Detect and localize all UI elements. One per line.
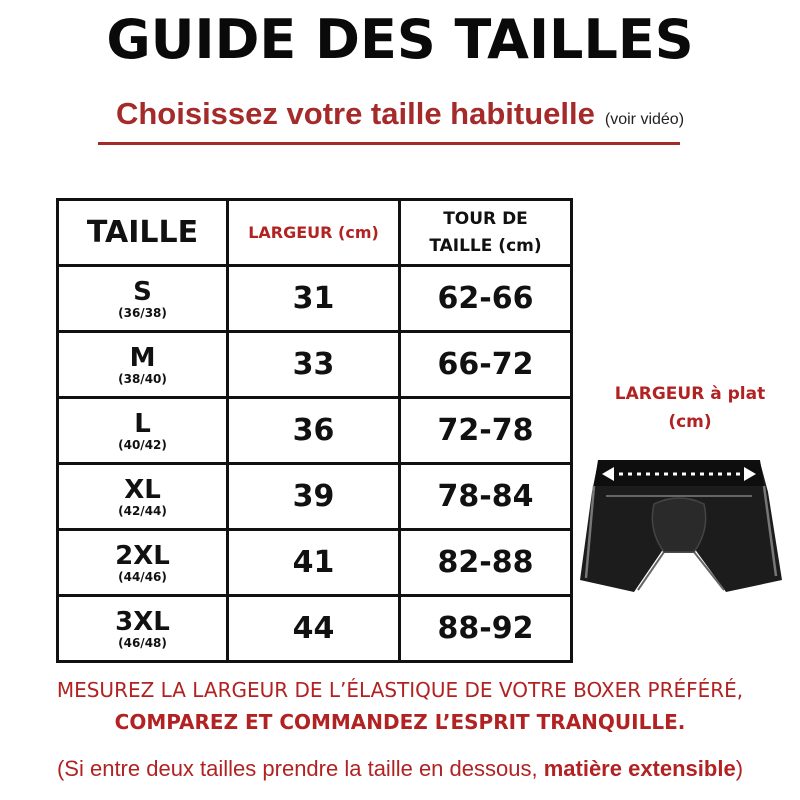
- note-part1: (Si entre deux tailles prendre la taille en dessous,: [56, 756, 538, 781]
- page-title: GUIDE DES TAILLES: [106, 8, 694, 71]
- size-label: 2XL: [115, 540, 170, 571]
- header-waist-line2: TAILLE (cm): [429, 235, 542, 256]
- header-waist: [400, 200, 572, 266]
- size-equiv: (42/44): [118, 503, 167, 518]
- waist-value: 78-84: [400, 464, 572, 530]
- table-row: [58, 530, 572, 596]
- size-cell: [58, 332, 228, 398]
- note-part3: ): [735, 756, 744, 781]
- table-row: [58, 398, 572, 464]
- size-equiv: (44/46): [118, 569, 167, 584]
- table-row: [58, 266, 572, 332]
- table-row: [58, 464, 572, 530]
- header-waist-line1: TOUR DE: [443, 208, 528, 229]
- width-value: 33: [228, 332, 400, 398]
- size-equiv: (38/40): [118, 371, 167, 386]
- waist-value: 88-92: [400, 596, 572, 662]
- subtitle: Choisissez votre taille habituelle: [115, 96, 595, 131]
- waist-value: 82-88: [400, 530, 572, 596]
- size-label: 3XL: [115, 606, 170, 637]
- size-table: [56, 198, 573, 663]
- waist-value: 72-78: [400, 398, 572, 464]
- flat-width-label: [590, 380, 790, 436]
- header-size: TAILLE: [58, 200, 228, 266]
- measure-instructions: [0, 674, 800, 738]
- size-label: M: [129, 342, 156, 373]
- size-label: L: [134, 408, 151, 439]
- waist-value: 62-66: [400, 266, 572, 332]
- size-cell: [58, 464, 228, 530]
- flat-width-label-line2: (cm): [668, 412, 712, 432]
- boxer-illustration: [576, 452, 786, 602]
- table-row: [58, 596, 572, 662]
- size-label: S: [133, 276, 152, 307]
- subtitle-underline: [98, 142, 680, 145]
- header-width: LARGEUR (cm): [228, 200, 400, 266]
- boxer-pad: [652, 498, 705, 552]
- width-value: 44: [228, 596, 400, 662]
- measure-text-part2: COMPAREZ ET COMMANDEZ L’ESPRIT TRANQUILLE.: [114, 710, 686, 734]
- size-cell: [58, 398, 228, 464]
- table-header-row: [58, 200, 572, 266]
- width-value: 41: [228, 530, 400, 596]
- measure-text-part1: MESUREZ LA LARGEUR DE L’ÉLASTIQUE DE VOTRE BOXER PRÉFÉRÉ,: [56, 678, 744, 702]
- size-label: XL: [124, 474, 161, 505]
- size-cell: [58, 266, 228, 332]
- size-equiv: (36/38): [118, 305, 167, 320]
- waist-value: 66-72: [400, 332, 572, 398]
- width-value: 39: [228, 464, 400, 530]
- flat-width-label-line1: LARGEUR à plat: [614, 384, 766, 404]
- table-row: [58, 332, 572, 398]
- size-cell: [58, 596, 228, 662]
- size-equiv: (40/42): [118, 437, 167, 452]
- width-value: 36: [228, 398, 400, 464]
- video-note[interactable]: (voir vidéo): [604, 111, 685, 128]
- size-note: [0, 756, 800, 782]
- subtitle-row: [0, 96, 800, 132]
- width-value: 31: [228, 266, 400, 332]
- note-part2: matière extensible: [543, 756, 736, 781]
- size-cell: [58, 530, 228, 596]
- size-equiv: (46/48): [118, 635, 167, 650]
